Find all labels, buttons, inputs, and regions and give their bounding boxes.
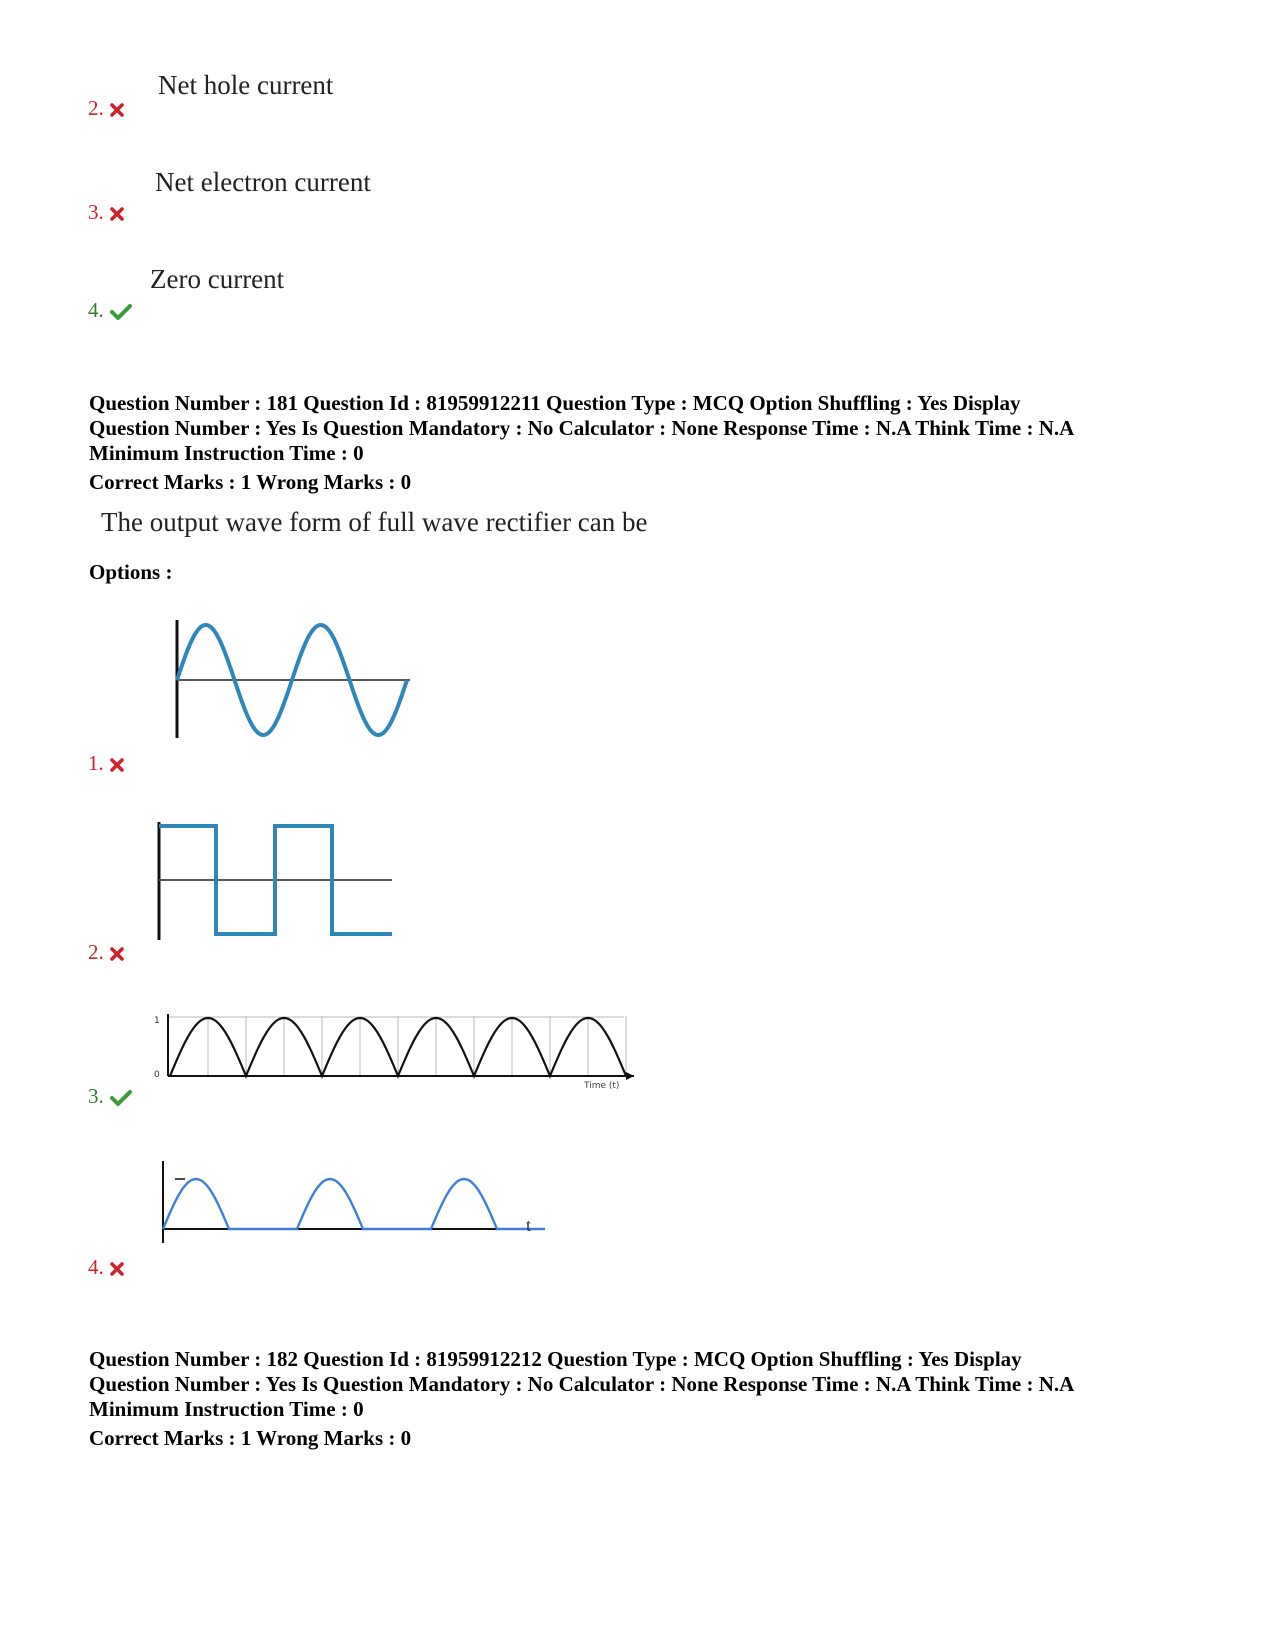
square-wave-figure: [150, 816, 400, 946]
check-icon: [110, 1090, 132, 1106]
question-meta: [89, 1347, 1209, 1422]
option-number: [88, 298, 132, 323]
meta-line: Question Number : 182 Question Id : 81959912212 Question Type : MCQ Option Shuffling : Yes Display: [89, 1347, 1022, 1371]
cross-icon: [110, 103, 124, 117]
option-number-label: 2.: [88, 96, 104, 120]
question-marks: Correct Marks : 1 Wrong Marks : 0: [89, 470, 412, 494]
options-label: Options :: [89, 560, 173, 584]
cross-icon: [110, 1262, 124, 1276]
option-number: [88, 96, 124, 121]
meta-line: Question Number : 181 Question Id : 81959912211 Question Type : MCQ Option Shuffling : Yes Display: [89, 391, 1021, 415]
option-number-label: 1.: [88, 751, 104, 775]
option-number-label: 3.: [88, 200, 104, 224]
svg-text:0: 0: [154, 1070, 160, 1080]
check-icon: [110, 304, 132, 320]
option-number: [88, 940, 124, 965]
cross-icon: [110, 947, 124, 961]
cross-icon: [110, 758, 124, 772]
meta-line: Question Number : Yes Is Question Mandatory : No Calculator : None Response Time : N.A Think Time : N.A: [89, 416, 1075, 440]
option-text: Net hole current: [158, 70, 334, 100]
option-number-label: 3.: [88, 1084, 104, 1108]
option-text: Net electron current: [155, 167, 371, 197]
option-number: [88, 200, 124, 225]
question-meta: [89, 391, 1209, 466]
option-number-label: 4.: [88, 298, 104, 322]
sine-wave-figure: [160, 608, 422, 744]
x-axis-label: Time (t): [584, 1081, 620, 1090]
svg-text:1: 1: [154, 1016, 160, 1026]
option-number: [88, 1084, 132, 1109]
cross-icon: [110, 207, 124, 221]
meta-line: Minimum Instruction Time : 0: [89, 1397, 364, 1421]
meta-line: Minimum Instruction Time : 0: [89, 441, 364, 465]
meta-line: Question Number : Yes Is Question Mandatory : No Calculator : None Response Time : N.A Think Time : N.A: [89, 1372, 1075, 1396]
option-number-label: 2.: [88, 940, 104, 964]
question-marks: Correct Marks : 1 Wrong Marks : 0: [89, 1426, 412, 1450]
option-number: [88, 1255, 124, 1280]
option-number-label: 4.: [88, 1255, 104, 1279]
question-text: The output wave form of full wave rectifier can be: [101, 507, 648, 537]
full-wave-rectified-figure: [152, 1008, 647, 1090]
half-wave-rectified-figure: [155, 1155, 545, 1247]
option-text: Zero current: [150, 264, 285, 294]
x-axis-label: t: [526, 1215, 532, 1235]
option-number: [88, 751, 124, 776]
